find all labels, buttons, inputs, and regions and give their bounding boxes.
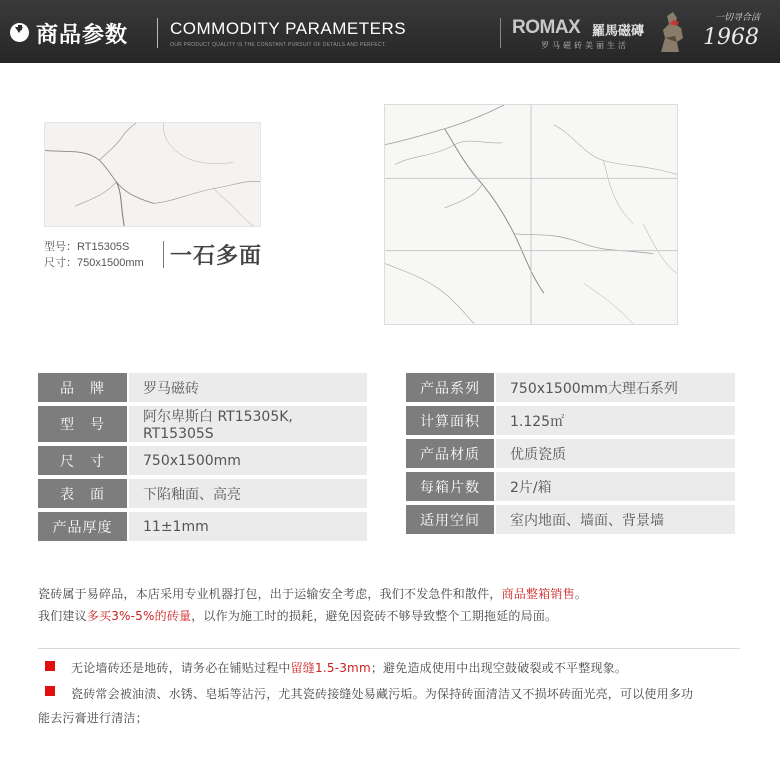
table-row	[38, 446, 367, 475]
param-value: 阿尔卑斯白 RT15305K, RT15305S	[129, 406, 367, 442]
param-label: 品 牌	[38, 373, 129, 402]
spec-divider	[163, 241, 164, 268]
params-table-left	[38, 369, 367, 545]
brand-logo-cn: 羅馬磁磚	[592, 24, 645, 39]
cleaning-warning-text: 瓷砖常会被油渍、水锈、皂垢等沾污，尤其瓷砖接缝处易藏污垢。为保持砖面清洁又不损坏砖面光亮，可以使用多功	[71, 687, 694, 701]
param-value: 1.125㎡	[496, 406, 735, 435]
brand-script: 一切寻合洁	[715, 13, 761, 23]
red-square-bullet-icon	[45, 686, 55, 696]
spec-size-label: 尺寸：	[44, 257, 77, 269]
param-value: 罗马磁砖	[129, 373, 367, 402]
quantity-note-text: 我们建议	[38, 609, 87, 623]
header-banner	[0, 0, 780, 63]
download-arrow-icon	[10, 23, 29, 42]
param-value: 下陷釉面、高亮	[129, 479, 367, 508]
table-row	[38, 406, 367, 442]
table-row	[38, 512, 367, 541]
brand-year: 1968	[703, 25, 759, 50]
shipping-note-text: 瓷砖属于易碎品，本店采用专业机器打包，出于运输安全考虑，我们不发急件和散件，	[38, 587, 502, 601]
quantity-note	[38, 607, 557, 624]
brand-slogan: 罗马磁砖美丽生活	[541, 41, 629, 50]
product-tagline: 一石多面	[170, 244, 263, 269]
red-square-bullet-icon	[45, 661, 55, 671]
section-divider	[38, 648, 740, 649]
section-subtitle-en: OUR PRODUCT QUALITY IS THE CONSTANT PURSUIT OF DETAILS AND PERFECT.	[170, 42, 387, 48]
section-title-cn: 商品参数	[36, 23, 129, 48]
spec-model-label: 型号：	[44, 241, 77, 253]
table-row	[38, 479, 367, 508]
shipping-note-end: 。	[574, 587, 588, 601]
shipping-note-highlight: 商品整箱销售	[501, 587, 575, 601]
param-value: 2片/箱	[496, 472, 735, 501]
param-label: 型 号	[38, 406, 129, 442]
horse-rider-logo-icon	[655, 8, 687, 56]
grout-warning-highlight: 留缝1.5-3mm	[290, 661, 371, 675]
spec-model	[44, 238, 129, 254]
spec-size	[44, 254, 144, 270]
param-label: 适用空间	[406, 505, 496, 534]
table-row	[406, 439, 735, 468]
param-value: 室内地面、墙面、背景墙	[496, 505, 735, 534]
table-row	[406, 472, 735, 501]
quantity-note-highlight: 多买3%-5%的砖量	[86, 609, 192, 623]
params-table-right	[406, 369, 735, 538]
cleaning-warning-continued	[38, 709, 148, 726]
brand-logo-en: ROMAX	[512, 17, 581, 38]
param-label: 产品厚度	[38, 512, 129, 541]
table-row	[406, 505, 735, 534]
param-label: 计算面积	[406, 406, 496, 435]
section-title-en: COMMODITY PARAMETERS	[170, 19, 407, 38]
spec-size-value: 750x1500mm	[77, 257, 144, 269]
table-row	[406, 373, 735, 402]
header-divider	[157, 18, 158, 48]
grout-warning-end: ；避免造成使用中出现空鼓破裂或不平整现象。	[370, 661, 628, 675]
grout-warning	[71, 659, 627, 676]
cleaning-warning	[71, 685, 693, 702]
param-value: 11±1mm	[129, 512, 367, 541]
tile-layout-image	[384, 104, 678, 325]
table-row	[406, 406, 735, 435]
tile-product-image	[44, 122, 261, 227]
param-value: 750x1500mm	[129, 446, 367, 475]
param-label: 表 面	[38, 479, 129, 508]
grout-warning-text: 无论墙砖还是地砖，请务必在铺贴过程中	[71, 661, 291, 675]
spec-model-value: RT15305S	[77, 241, 130, 253]
param-label: 每箱片数	[406, 472, 496, 501]
table-row	[38, 373, 367, 402]
param-label: 尺 寸	[38, 446, 129, 475]
param-value: 优质瓷质	[496, 439, 735, 468]
header-divider-2	[500, 18, 501, 48]
cleaning-warning-text-2: 能去污膏进行清洁；	[38, 711, 148, 725]
param-label: 产品材质	[406, 439, 496, 468]
param-value: 750x1500mm大理石系列	[496, 373, 735, 402]
param-label: 产品系列	[406, 373, 496, 402]
shipping-note	[38, 585, 587, 602]
quantity-note-end: ，以作为施工时的损耗，避免因瓷砖不够导致整个工期拖延的局面。	[191, 609, 558, 623]
